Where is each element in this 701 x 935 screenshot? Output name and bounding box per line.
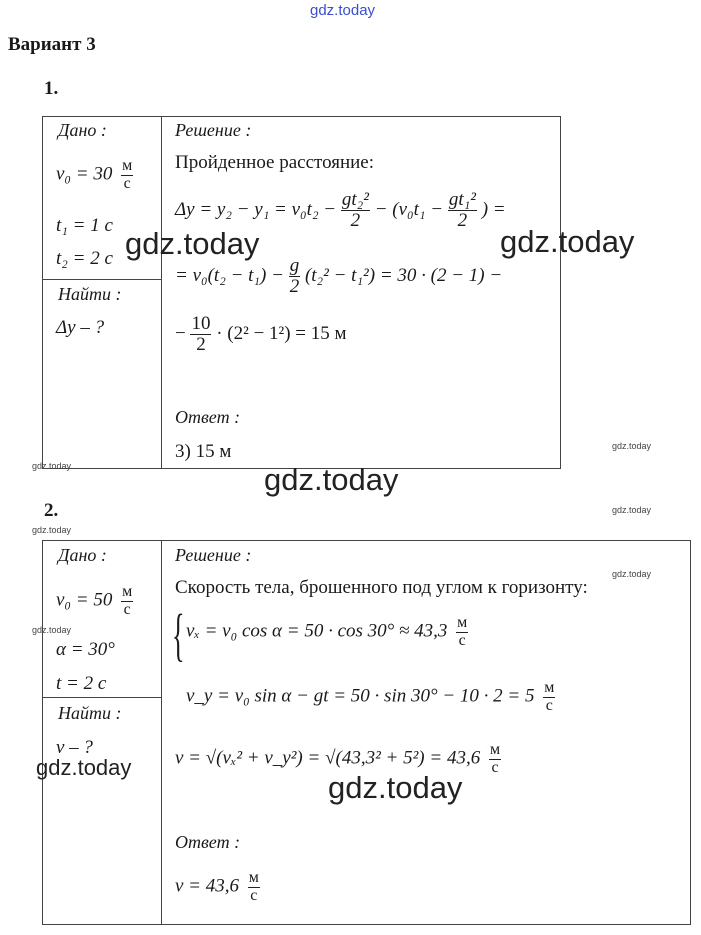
task2-number: 2. [44,500,59,521]
variant-heading: Вариант 3 [8,34,96,55]
task2-v0-text: v₀ = 50 [56,589,113,611]
task1-equation-2 [175,256,502,297]
watermark-small-1: gdz.today [32,461,72,471]
frac-num: g [289,255,300,276]
watermark-large-5: gdz.today [328,770,463,805]
task2-answer-label: Ответ : [175,832,241,852]
task1-divider-horizontal [42,279,161,280]
unit-den: с [250,886,258,904]
eq-part: v_y = v₀ sin α − gt = 50 · sin 30° − 10 · 2 = 5 [186,685,535,707]
unit-num: м [122,157,133,174]
unit-num: м [248,869,259,886]
frac-den: 2 [196,333,206,355]
unit-den: с [491,758,499,776]
task1-given-v0 [56,158,133,193]
watermark-top[interactable]: gdz.today [310,2,376,19]
frac-num: gt₂² [341,189,369,210]
task1-divider-vertical [161,116,162,468]
frac-num: 10 [191,313,211,334]
task2-given-label: Дано : [58,545,107,565]
eq-part: v = √(vₓ² + v_y²) = √(43,3² + 5²) = 43,6 [175,747,481,769]
task1-equation-1 [175,190,506,231]
vx-unit [456,615,468,650]
watermark-small-5: gdz.today [612,569,652,579]
task2-given-alpha: α = 30° [56,639,115,660]
unit-num: м [457,614,468,631]
eq-part: − [175,322,186,344]
watermark-small-2: gdz.today [612,441,652,451]
task2-divider-vertical [161,540,162,924]
frac-den: 2 [457,209,468,231]
system-brace: { [172,602,185,667]
task1-answer-label: Ответ : [175,407,241,427]
unit-den: с [123,174,131,192]
unit-den: с [123,600,131,618]
watermark-small-4: gdz.today [32,525,72,535]
eq-fraction [448,190,477,231]
eq-part: (t₂² − t₁²) = 30 · (2 − 1) − [304,264,503,286]
task1-solution-label: Решение : [175,120,252,140]
answer-text: v = 43,6 [175,875,240,897]
task2-find-value: v – ? [56,737,93,758]
task1-number: 1. [44,78,59,99]
task2-solution-intro: Скорость тела, брошенного под углом к горизонту: [175,577,588,598]
eq-part: = v₀(t₂ − t₁) − [175,264,284,286]
task2-find-label: Найти : [58,703,122,723]
task2-given-t: t = 2 с [56,673,107,694]
eq-fraction [190,314,211,355]
eq-fraction [289,256,301,297]
vy-unit [543,680,555,715]
task1-v0-unit [121,158,133,193]
unit-num: м [489,741,501,758]
task1-solution-intro: Пройденное расстояние: [175,152,375,173]
task2-vy-equation [186,680,555,715]
task1-equation-3 [175,314,347,355]
task1-find-value: Δy – ? [56,317,105,338]
task2-solution-label: Решение : [175,545,252,565]
watermark-small-6: gdz.today [32,625,72,635]
task2-given-v0 [56,584,133,619]
task1-find-label: Найти : [58,284,122,304]
unit-num: м [544,679,555,696]
eq-part: · (2² − 1²) = 15 м [216,322,347,344]
watermark-large-4: gdz.today [36,755,132,780]
task2-v0-unit [121,584,133,619]
task1-answer-value: 3) 15 м [175,441,232,462]
task1-given-t1: t₁ = 1 с [56,215,113,236]
v-unit [489,742,501,777]
task2-answer-value [175,870,260,905]
eq-part: Δy = y₂ − y₁ = v₀t₂ − [175,198,337,220]
unit-den: с [545,696,553,714]
watermark-small-3: gdz.today [612,505,652,515]
eq-part: vₓ = v₀ cos α = 50 · cos 30° ≈ 43,3 [186,620,448,642]
answer-unit [248,870,260,905]
watermark-large-3: gdz.today [264,462,399,497]
unit-num: м [122,583,133,600]
task2-vx-equation [186,615,468,650]
frac-den: 2 [350,209,361,231]
frac-den: 2 [289,275,300,297]
eq-part: − (v₀t₁ − [374,198,444,220]
eq-part: ) = [481,198,506,220]
watermark-large-2: gdz.today [500,224,635,259]
task1-given-label: Дано : [58,120,107,140]
unit-den: с [458,631,466,649]
task2-divider-horizontal [42,697,161,698]
task1-given-t2: t₂ = 2 с [56,248,113,269]
watermark-large-1: gdz.today [125,226,260,261]
eq-fraction [341,190,370,231]
task1-v0-text: v₀ = 30 [56,163,113,185]
frac-num: gt₁² [448,189,476,210]
